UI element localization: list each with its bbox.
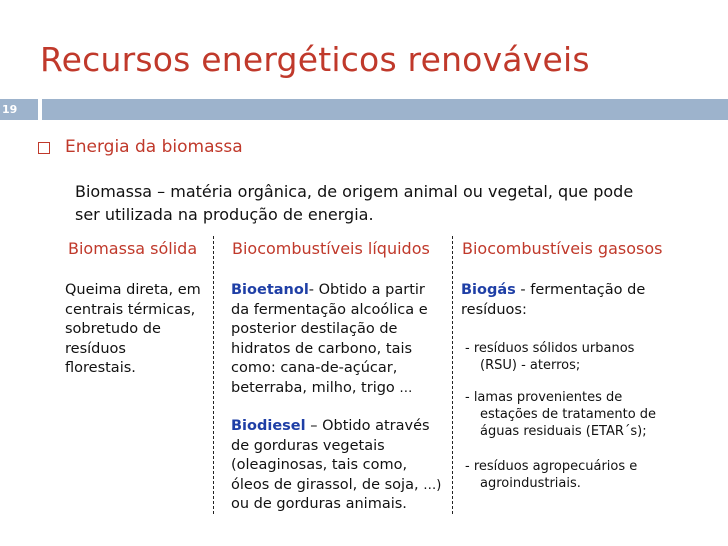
- text-line: florestais.: [65, 360, 136, 376]
- text-fragment: - fermentação de: [515, 282, 646, 298]
- list-line: - resíduos agropecuários e: [465, 459, 638, 474]
- text-line: de gorduras vegetais: [231, 437, 385, 454]
- bioetanol-line: [231, 281, 449, 301]
- square-bullet-icon: [38, 142, 50, 154]
- text-line: (oleaginosas, tais como,: [231, 457, 408, 473]
- text-fragment: - Obtido a partir: [308, 282, 425, 298]
- column-header-solid: Biomassa sólida: [68, 239, 198, 258]
- text-line: posterior destilação de: [231, 321, 398, 337]
- column-divider: [452, 236, 453, 514]
- intro-text: [75, 180, 675, 226]
- gas-list-item: [465, 389, 695, 440]
- column-header-gas: Biocombustíveis gasosos: [462, 239, 663, 258]
- list-line: agroindustriais.: [480, 476, 581, 491]
- biodiesel-term: Biodiesel: [231, 418, 306, 434]
- list-line: - lamas provenientes de: [465, 390, 623, 405]
- text-fragment: beterraba, milho, trigo: [231, 379, 395, 396]
- gas-list-item: [465, 340, 695, 374]
- column-header-liquid: Biocombustíveis líquidos: [232, 239, 430, 258]
- ellipsis: …): [423, 477, 442, 493]
- text-line: centrais térmicas,: [65, 301, 196, 318]
- list-line: - resíduos sólidos urbanos: [465, 341, 635, 356]
- biogas-line: [461, 281, 691, 301]
- intro-line: Biomassa – matéria orgânica, de origem animal ou vegetal, que pode: [75, 182, 634, 201]
- bullet-heading: Energia da biomassa: [65, 137, 243, 157]
- solid-description: [65, 281, 210, 379]
- spacer: [231, 398, 449, 417]
- text-line: ou de gorduras animais.: [231, 496, 407, 512]
- liquid-description: [231, 281, 449, 515]
- list-line: (RSU) - aterros;: [480, 358, 581, 373]
- text-fragment: – Obtido através: [305, 418, 430, 434]
- gas-description: [461, 281, 691, 320]
- text-line: Queima direta, em: [65, 282, 201, 298]
- header-bar: [42, 99, 728, 120]
- slide-title: Recursos energéticos renováveis: [40, 40, 590, 79]
- text-line: [231, 379, 449, 399]
- text-line: hidratos de carbono, tais: [231, 340, 413, 357]
- text-line: sobretudo de: [65, 321, 161, 337]
- list-line: águas residuais (ETAR´s);: [480, 424, 647, 439]
- text-line: como: cana-de-açúcar,: [231, 360, 398, 376]
- text-line: [231, 476, 449, 496]
- gas-list-item: [465, 458, 695, 492]
- list-line: estações de tratamento de: [480, 407, 657, 422]
- biogas-term: Biogás: [461, 282, 516, 298]
- column-divider: [213, 236, 214, 514]
- ellipsis: …: [399, 380, 413, 396]
- intro-line: ser utilizada na produção de energia.: [75, 205, 374, 224]
- bioetanol-term: Bioetanol: [231, 282, 309, 298]
- text-line: da fermentação alcoólica e: [231, 301, 428, 318]
- text-line: resíduos: [65, 340, 126, 357]
- biodiesel-line: [231, 417, 449, 437]
- text-line: resíduos:: [461, 301, 527, 318]
- text-fragment: óleos de girassol, de soja,: [231, 476, 419, 493]
- slide-number: 19: [2, 103, 18, 116]
